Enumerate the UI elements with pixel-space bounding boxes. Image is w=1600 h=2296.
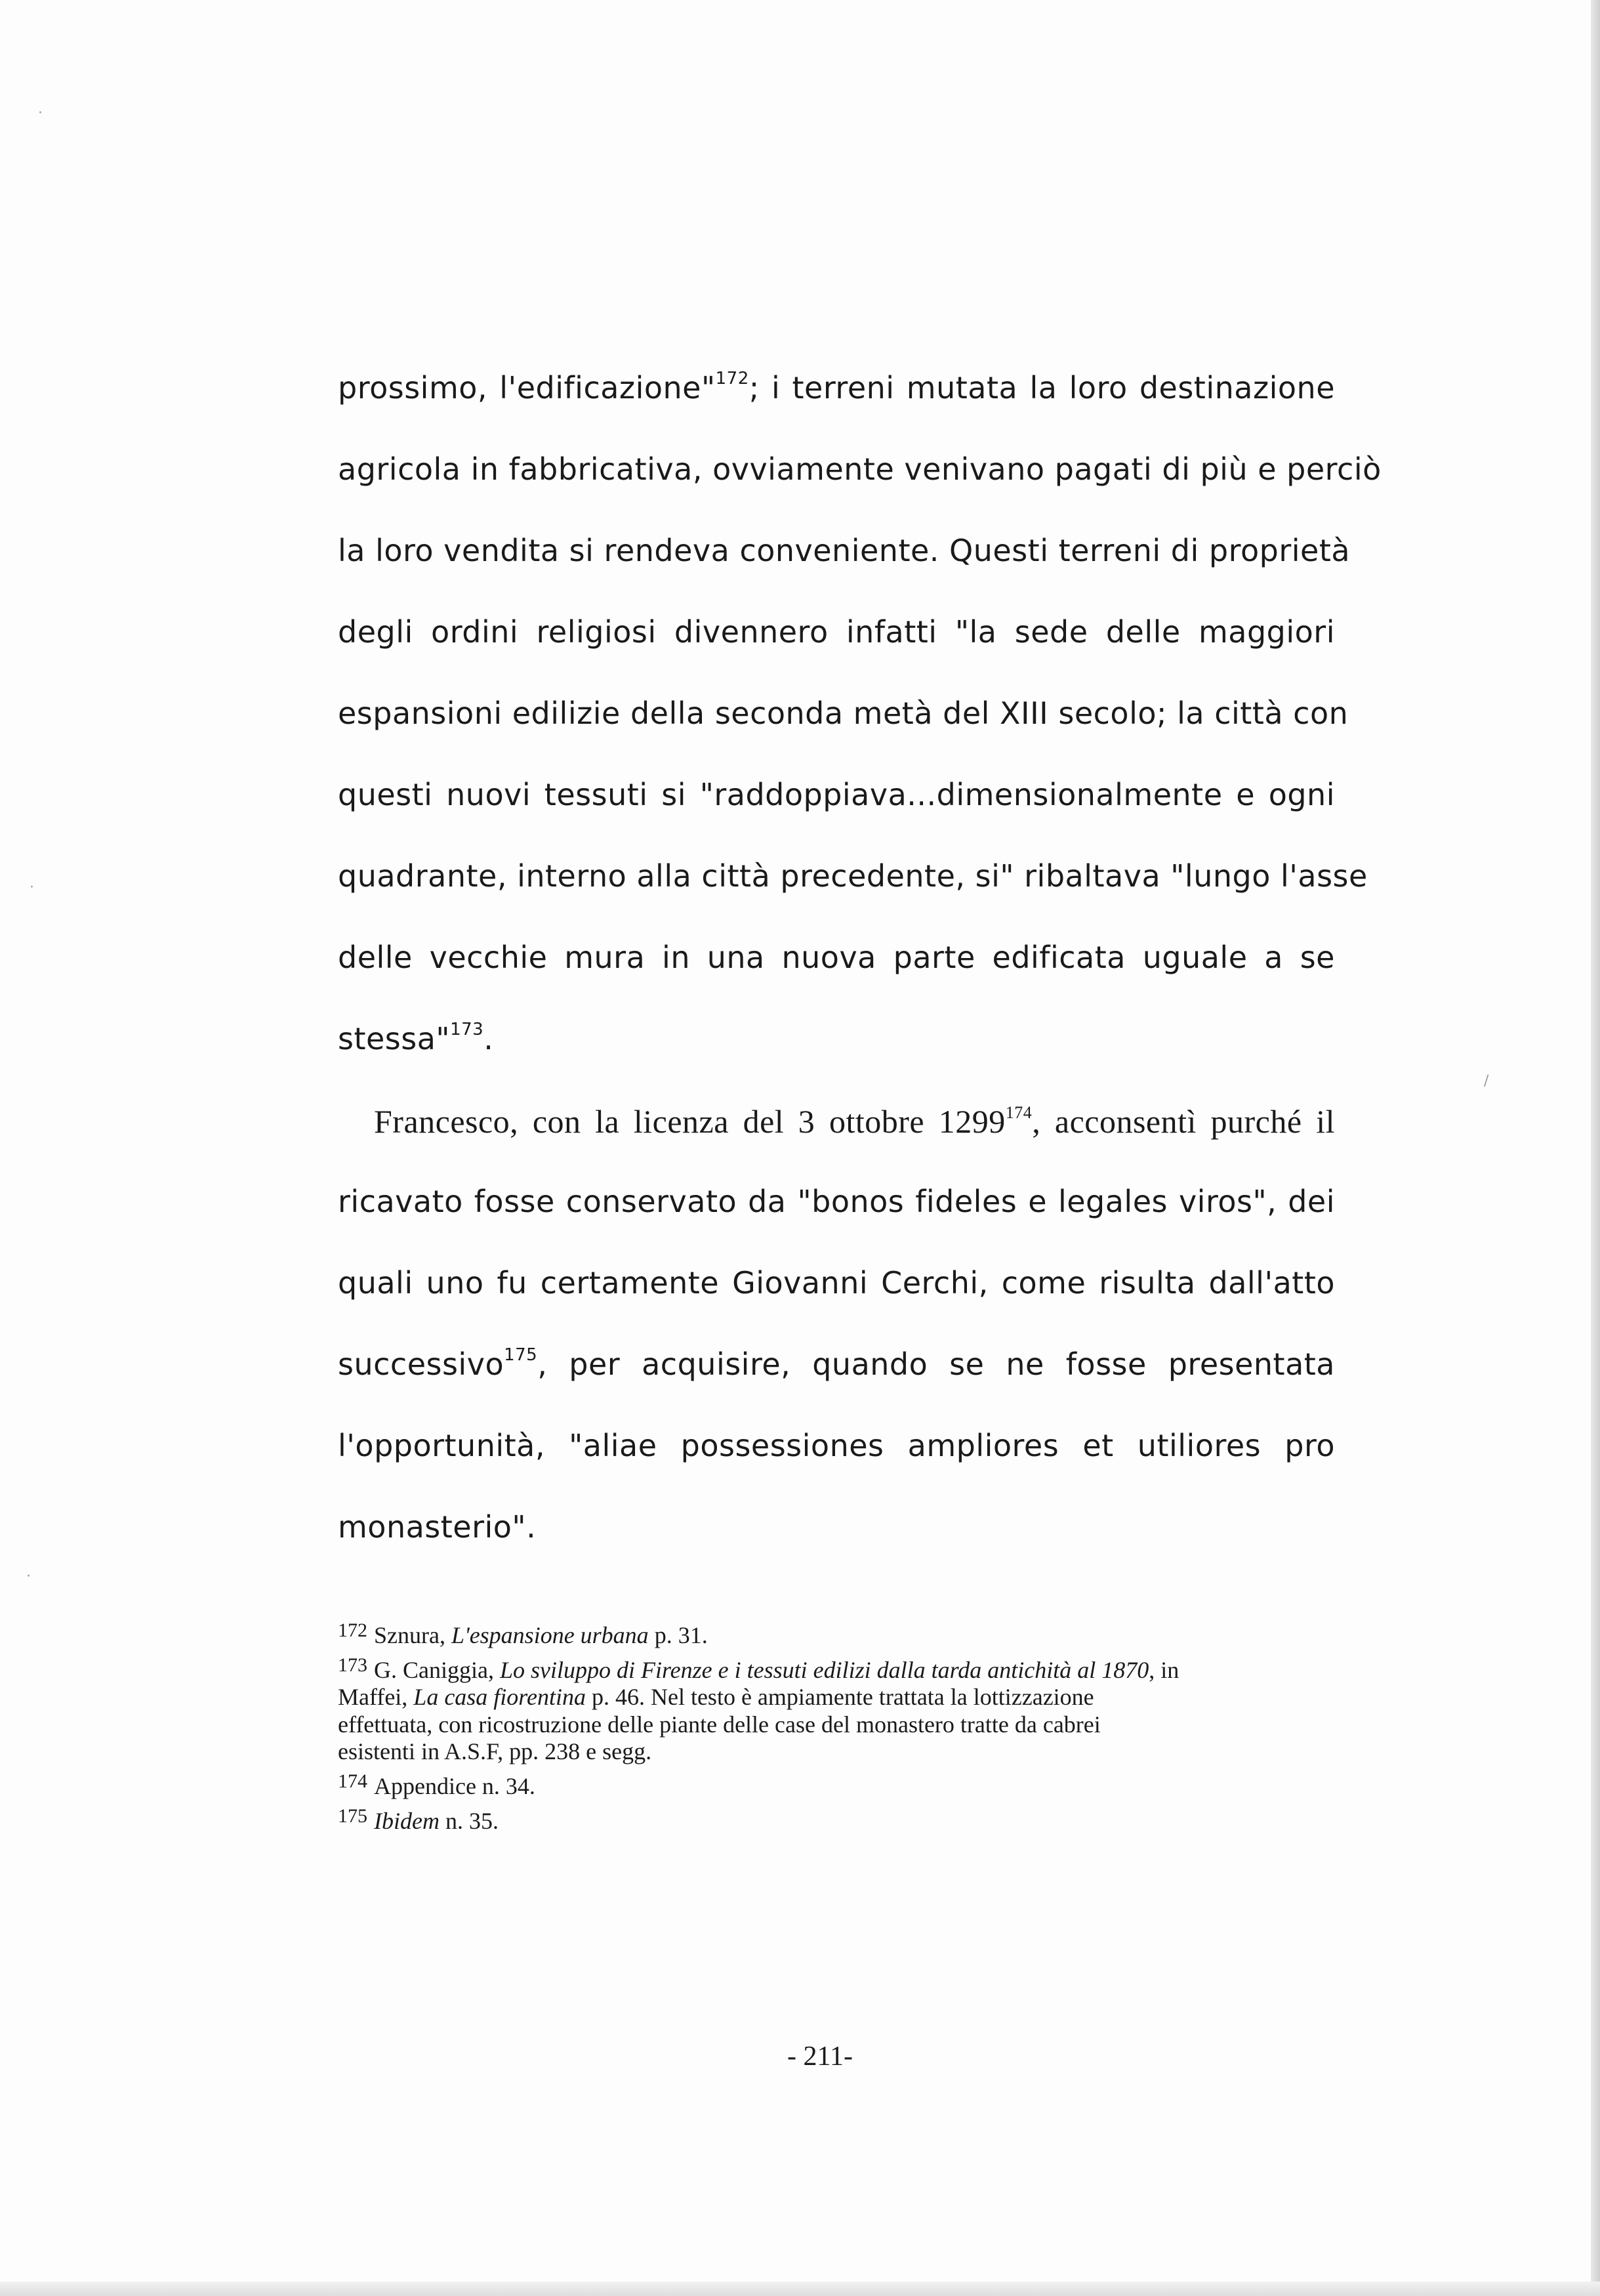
- text-line: stessa"$^{173}$.: [338, 1020, 494, 1056]
- footnote-172: $^{172}$ Sznura, L'espansione urbana p. 31.: [338, 1619, 708, 1648]
- text-line: l'opportunità, "aliae possessiones ampliores et utiliores pro: [338, 1428, 1335, 1463]
- text-line: agricola in fabbricativa, ovviamente venivano pagati di più e perciò: [338, 451, 1382, 487]
- scan-speck: /: [1484, 1073, 1489, 1089]
- scan-speck: ·: [30, 879, 34, 896]
- text-line: ricavato fosse conservato da "bonos fideles e legales viros", dei: [338, 1184, 1335, 1219]
- footnote-173: $^{173}$ G. Caniggia, Lo sviluppo di Firenze e i tessuti edilizi dalla tarda antichità al 1870, in Maffei, La casa fiorentina p. 46. Nel testo è ampiamente trattata la lottizzazione effettuata, con ricostruzione delle piante delle case del monastero tratte da cabrei esistenti in A.S.F, pp. 238 e segg.: [338, 1654, 1179, 1765]
- page-edge-right: [1591, 0, 1600, 2296]
- text-line: quadrante, interno alla città precedente, si" ribaltava "lungo l'asse: [338, 858, 1368, 894]
- scan-speck: ·: [38, 105, 43, 121]
- footnote-174: $^{174}$ Appendice n. 34.: [338, 1770, 535, 1799]
- body-text: [338, 369, 1382, 1593]
- text-line: prossimo, l'edificazione"$^{172}$; i terreni mutata la loro destinazione: [338, 369, 1335, 406]
- text-line: espansioni edilizie della seconda metà del XIII secolo; la città con: [338, 696, 1349, 731]
- text-line: questi nuovi tessuti si "raddoppiava...dimensionalmente e ogni: [338, 777, 1335, 812]
- page-number: - 211-: [787, 2041, 853, 2072]
- footnote-175: $^{175}$ Ibidem n. 35.: [338, 1805, 499, 1834]
- footnotes: [338, 1619, 1335, 1839]
- text-line: degli ordini religiosi divennero infatti "la sede delle maggiori: [338, 614, 1335, 650]
- text-line: Francesco, con la licenza del 3 ottobre 1299$^{174}$, acconsentì purché il: [374, 1103, 1335, 1140]
- text-line: la loro vendita si rendeva conveniente. Questi terreni di proprietà: [338, 533, 1351, 568]
- scan-speck: ·: [26, 1568, 31, 1585]
- text-line: successivo$^{175}$, per acquisire, quando se ne fosse presentata: [338, 1345, 1335, 1382]
- text-line: delle vecchie mura in una nuova parte edificata uguale a se: [338, 940, 1335, 975]
- text-line: quali uno fu certamente Giovanni Cerchi, come risulta dall'atto: [338, 1265, 1335, 1301]
- text-line: monasterio".: [338, 1509, 537, 1545]
- page-edge-bottom: [0, 2282, 1600, 2296]
